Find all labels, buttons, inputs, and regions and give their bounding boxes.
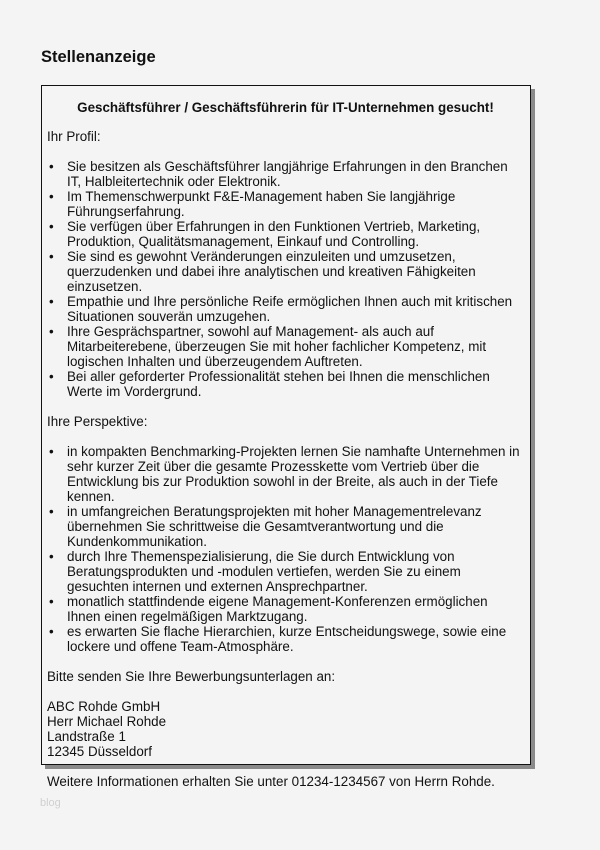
address-company: ABC Rohde GmbH: [47, 699, 161, 714]
watermark: blog: [40, 797, 61, 809]
list-item: • Empathie und Ihre persönliche Reife ermöglichen Ihnen auch mit kritischen Situationen souverän umzugehen.: [47, 294, 524, 324]
list-item: • Im Themenschwerpunkt F&E-Management haben Sie langjährige Führungserfahrung.: [47, 189, 524, 219]
job-ad-box: [41, 85, 531, 789]
perspective-heading: Ihre Perspektive:: [47, 414, 148, 429]
address-city: 12345 Düsseldorf: [47, 744, 152, 759]
list-item: • in umfangreichen Beratungsprojekten mit hoher Managementrelevanz übernehmen Sie schrittweise die Gesamtverantwortung und die Kundenkommunikation.: [47, 504, 524, 549]
list-item: • es erwarten Sie flache Hierarchien, kurze Entscheidungswege, sowie eine lockere und offene Team-Atmosphäre.: [47, 624, 524, 654]
application-prompt: Bitte senden Sie Ihre Bewerbungsunterlagen an:: [47, 669, 336, 684]
job-headline: Geschäftsführer / Geschäftsführerin für IT-Unternehmen gesucht!: [77, 100, 494, 115]
address-street: Landstraße 1: [47, 729, 126, 744]
list-item: • Sie verfügen über Erfahrungen in den Funktionen Vertrieb, Marketing, Produktion, Qualitätsmanagement, Einkauf und Controlling.: [47, 219, 524, 249]
profile-heading: Ihr Profil:: [47, 129, 101, 144]
list-item: • Bei aller geforderter Professionalität stehen bei Ihnen die menschlichen Werte im Vordergrund.: [47, 369, 524, 399]
list-item: • durch Ihre Themenspezialisierung, die Sie durch Entwicklung von Beratungsprodukten und -modulen vertiefen, werden Sie zu einem gesuchten internen und externen Ansprechpartner.: [47, 549, 524, 594]
list-item: • Sie sind es gewohnt Veränderungen einzuleiten und umzusetzen, querzudenken und dabei ihre analytischen und kreativen Fähigkeiten einzusetzen.: [47, 249, 524, 294]
profile-list: [47, 159, 524, 399]
address-person: Herr Michael Rohde: [47, 714, 167, 729]
list-item: • monatlich stattfindende eigene Management-Konferenzen ermöglichen Ihnen einen regelmäßigen Marktzugang.: [47, 594, 524, 624]
contact-info: Weitere Informationen erhalten Sie unter 01234-1234567 von Herrn Rohde.: [47, 774, 495, 789]
list-item: • Sie besitzen als Geschäftsführer langjährige Erfahrungen in den Branchen IT, Halbleitertechnik oder Elektronik.: [47, 159, 524, 189]
perspective-list: [47, 444, 524, 654]
list-item: • in kompakten Benchmarking-Projekten lernen Sie namhafte Unternehmen in sehr kurzer Zeit über die gesamte Prozesskette vom Vertrieb über die Entwicklung bis zur Produktion sowohl in der Breite, als auch in der Tiefe kennen.: [47, 444, 524, 504]
address-block: [47, 699, 524, 759]
list-item: • Ihre Gesprächspartner, sowohl auf Management- als auch auf Mitarbeiterebene, überzeugen Sie mit hoher fachlicher Kompetenz, mit logischen Inhalten und überzeugendem Auftreten.: [47, 324, 524, 369]
page-title: Stellenanzeige: [41, 48, 156, 66]
